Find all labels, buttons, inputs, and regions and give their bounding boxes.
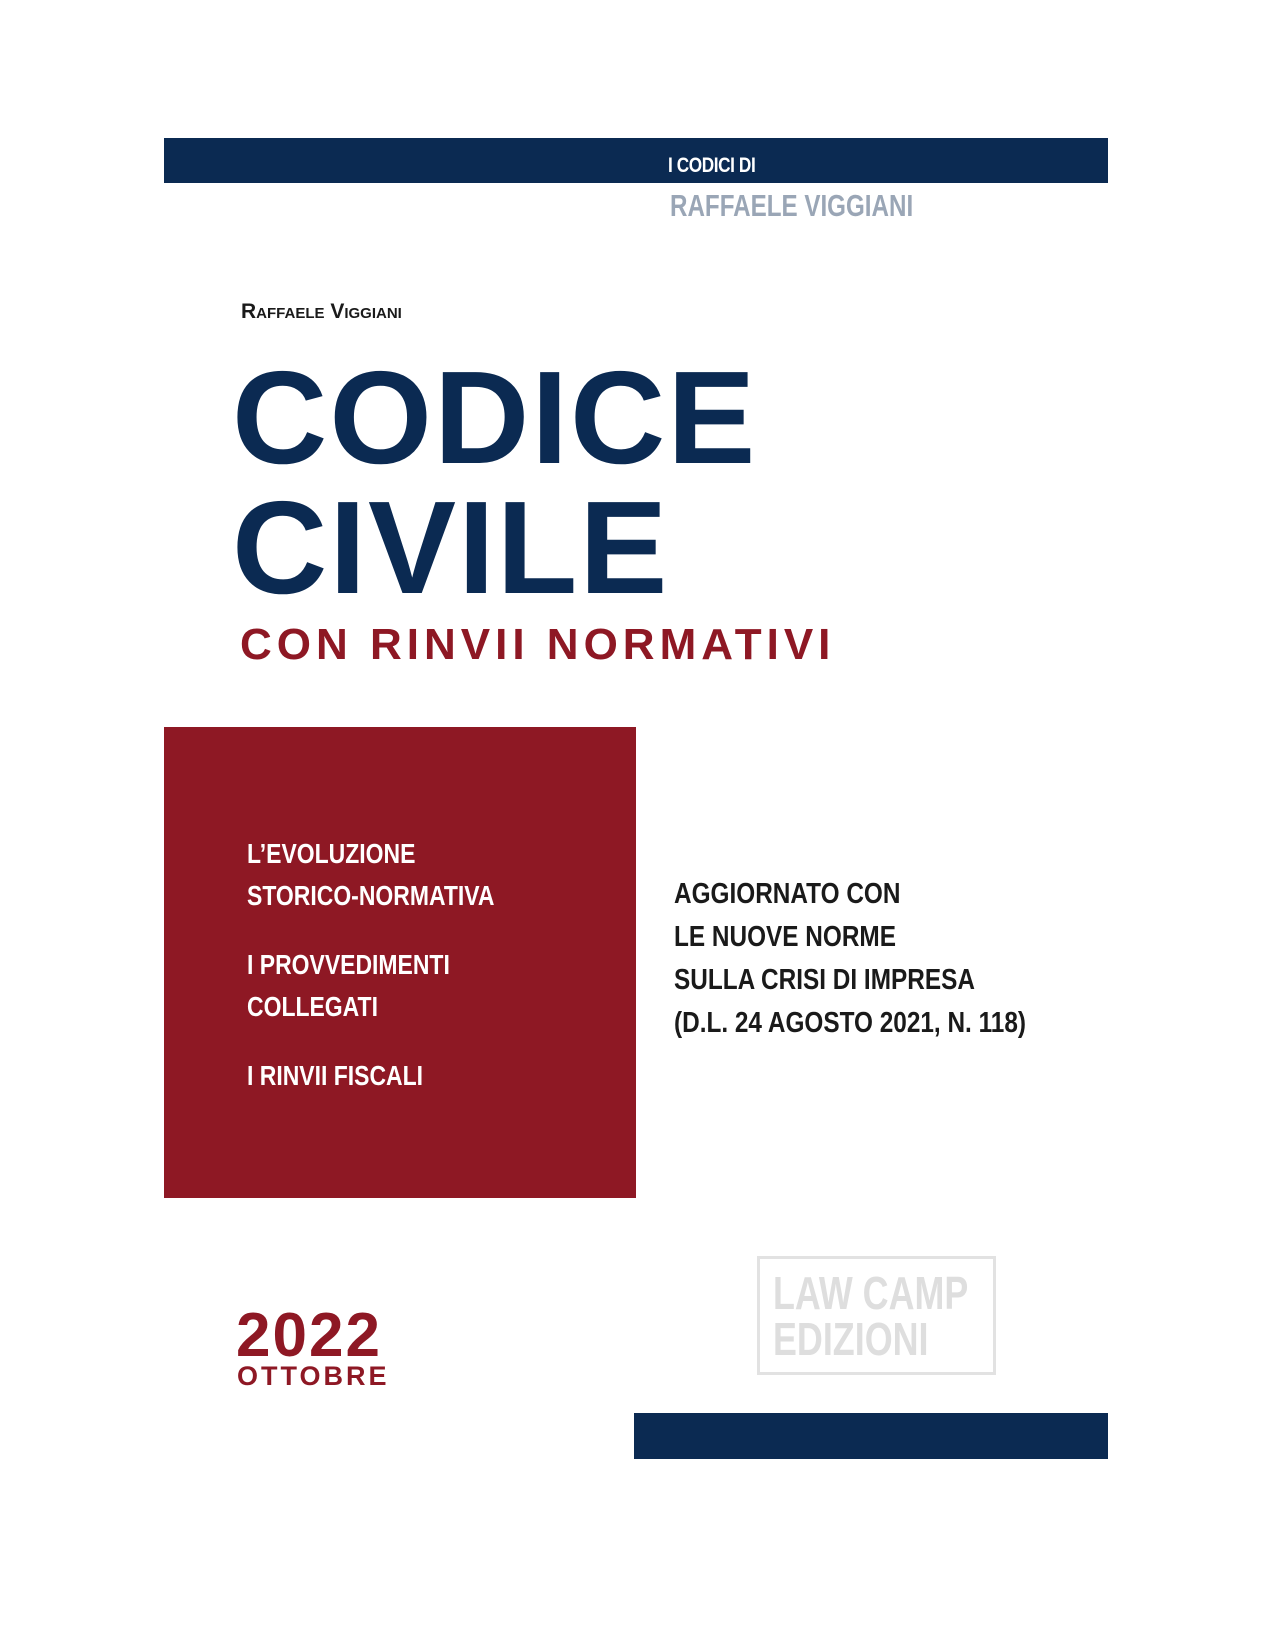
top-bar bbox=[164, 138, 1108, 183]
feature-line: L’EVOLUZIONE bbox=[247, 838, 416, 869]
series-label: I CODICI DI bbox=[668, 154, 756, 177]
feature-line: COLLEGATI bbox=[247, 991, 378, 1022]
subtitle: CON RINVII NORMATIVI bbox=[240, 620, 836, 669]
update-line: (D.L. 24 AGOSTO 2021, N. 118) bbox=[674, 1007, 1027, 1039]
author-name: Raffaele Viggiani bbox=[241, 300, 402, 323]
publisher-logo bbox=[773, 1267, 969, 1365]
publisher-line: LAW CAMP bbox=[773, 1267, 969, 1319]
feature-line: I PROVVEDIMENTI bbox=[247, 949, 450, 980]
edition-year: 2022 bbox=[236, 1301, 382, 1370]
update-line: AGGIORNATO CON bbox=[674, 878, 901, 910]
update-line: SULLA CRISI DI IMPRESA bbox=[674, 964, 975, 996]
feature-item bbox=[247, 944, 450, 1028]
publisher-line: EDIZIONI bbox=[773, 1313, 929, 1365]
title-line-2: CIVILE bbox=[232, 474, 670, 621]
feature-line: I RINVII FISCALI bbox=[247, 1060, 424, 1091]
series-author: RAFFAELE VIGGIANI bbox=[670, 188, 914, 223]
feature-line: STORICO-NORMATIVA bbox=[247, 880, 495, 911]
bottom-bar bbox=[634, 1413, 1108, 1459]
feature-item bbox=[247, 833, 494, 917]
update-line: LE NUOVE NORME bbox=[674, 921, 896, 953]
update-note bbox=[674, 873, 1026, 1045]
title-line-1: CODICE bbox=[232, 344, 758, 491]
edition-month: OTTOBRE bbox=[237, 1361, 390, 1391]
feature-item bbox=[247, 1055, 423, 1097]
